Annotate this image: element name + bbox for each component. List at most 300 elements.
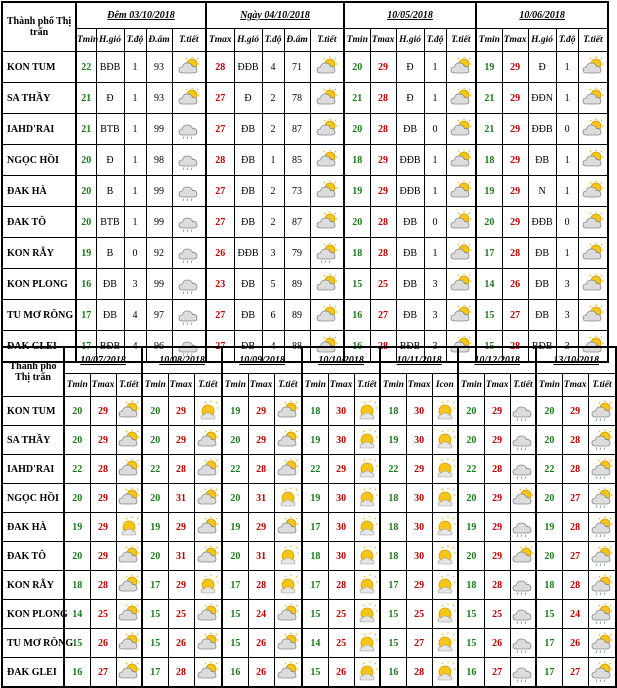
table-cell: 15 — [476, 331, 502, 363]
table-cell: 0 — [124, 238, 146, 269]
table-cell: 0 — [556, 114, 578, 145]
tmin-cell: 19 — [458, 513, 484, 542]
tmax-cell: 28 — [562, 455, 588, 484]
table-cell: 29 — [502, 207, 528, 238]
partly-cloudy-icon — [446, 52, 476, 83]
tmin-cell: 17 — [222, 571, 248, 600]
tmax-cell: 30 — [406, 542, 432, 571]
sun-rain-icon — [588, 571, 616, 600]
table-cell: 28 — [370, 207, 396, 238]
tmin-cell: 22 — [64, 455, 90, 484]
tmin-cell: 16 — [380, 658, 406, 688]
table-row — [2, 571, 616, 600]
sunny-icon — [432, 513, 458, 542]
column-header: T.tiết — [274, 374, 302, 397]
table-cell: Đ — [96, 145, 124, 176]
column-header: T.tiết — [310, 29, 344, 52]
rain-icon — [510, 513, 536, 542]
table-cell: 1 — [124, 52, 146, 83]
tmax-cell: 28 — [90, 571, 116, 600]
table-cell: 1 — [424, 176, 446, 207]
column-header: T.tiết — [172, 29, 206, 52]
tmin-cell: 15 — [536, 600, 562, 629]
column-header: Tmin — [344, 29, 370, 52]
tmin-cell: 19 — [222, 397, 248, 426]
column-header: T.tiết — [510, 374, 536, 397]
tmin-cell: 14 — [302, 629, 328, 658]
tmin-cell: 20 — [458, 397, 484, 426]
column-header: Tmax — [370, 29, 396, 52]
tmin-cell: 19 — [142, 513, 168, 542]
partly-cloudy-icon — [578, 83, 608, 114]
sunny-icon — [354, 542, 380, 571]
city-column-header-label: Thành phố Thị trấn — [9, 361, 57, 383]
table-cell: 18 — [344, 238, 370, 269]
table-cell: 1 — [124, 114, 146, 145]
table-cell: 87 — [284, 114, 310, 145]
date-header: 10/12/2018 — [458, 347, 536, 374]
city-name: NGỌC HỒI — [2, 145, 76, 176]
table-cell: 28 — [206, 52, 234, 83]
table-cell: B — [96, 176, 124, 207]
tmax-cell: 27 — [406, 629, 432, 658]
table-cell: 20 — [344, 52, 370, 83]
table-cell: 87 — [284, 207, 310, 238]
tmax-cell: 31 — [248, 542, 274, 571]
table-cell: Đ — [396, 83, 424, 114]
tmax-cell: 27 — [562, 542, 588, 571]
partly-cloudy-icon — [116, 658, 142, 688]
table-cell: 29 — [502, 145, 528, 176]
tmin-cell: 20 — [458, 484, 484, 513]
tmin-cell: 15 — [380, 629, 406, 658]
table-row — [2, 114, 608, 145]
rain-icon — [172, 207, 206, 238]
column-header: Tmin — [536, 374, 562, 397]
city-name: ĐAK HÀ — [2, 513, 64, 542]
tmax-cell: 29 — [248, 397, 274, 426]
table-cell: ĐB — [528, 238, 556, 269]
tmax-cell: 26 — [248, 658, 274, 688]
partly-cloudy-icon — [578, 52, 608, 83]
city-name: KON TUM — [2, 52, 76, 83]
table-cell: 78 — [284, 83, 310, 114]
table-cell: 28 — [502, 331, 528, 363]
tmin-cell: 20 — [64, 426, 90, 455]
table-cell: 21 — [344, 83, 370, 114]
column-header: T.tiết — [116, 374, 142, 397]
tmax-cell: 28 — [168, 455, 194, 484]
tmin-cell: 20 — [536, 426, 562, 455]
partly-cloudy-icon — [446, 176, 476, 207]
table-cell: 97 — [146, 300, 172, 331]
table-cell: 1 — [124, 176, 146, 207]
sunny-icon — [354, 629, 380, 658]
city-name: KON RẪY — [2, 571, 64, 600]
forecast-table-2 — [1, 346, 617, 688]
rain-icon — [172, 176, 206, 207]
sunny-icon — [432, 542, 458, 571]
tmin-cell: 22 — [302, 455, 328, 484]
table-cell: 3 — [424, 269, 446, 300]
tmin-cell: 18 — [380, 542, 406, 571]
tmin-cell: 17 — [536, 629, 562, 658]
forecast-table-1 — [1, 1, 609, 363]
table-row — [2, 455, 616, 484]
table-cell: 22 — [76, 52, 96, 83]
table-cell: 29 — [502, 52, 528, 83]
partly-cloudy-icon — [446, 238, 476, 269]
table-cell: 4 — [262, 331, 284, 363]
tmax-cell: 28 — [248, 571, 274, 600]
tmax-cell: 24 — [248, 600, 274, 629]
partly-cloudy-icon — [310, 83, 344, 114]
city-name: SA THẦY — [2, 426, 64, 455]
partly-cloudy-icon — [194, 629, 222, 658]
table-cell: 27 — [502, 300, 528, 331]
tmax-cell: 25 — [406, 600, 432, 629]
tmax-cell: 30 — [406, 397, 432, 426]
column-header: Tmax — [248, 374, 274, 397]
table-cell: 0 — [424, 114, 446, 145]
tmin-cell: 20 — [536, 397, 562, 426]
table-cell: ĐB — [234, 207, 262, 238]
table-cell: ĐĐB — [234, 238, 262, 269]
partly-cloudy-icon — [194, 484, 222, 513]
table-cell: 26 — [502, 269, 528, 300]
city-column-header-label: Thành phố Thị trấn — [6, 16, 72, 38]
partly-cloudy-icon — [578, 269, 608, 300]
column-header: T.độ — [124, 29, 146, 52]
table-cell: ĐB — [96, 300, 124, 331]
tmin-cell: 19 — [302, 484, 328, 513]
tmin-cell: 15 — [380, 600, 406, 629]
tmin-cell: 16 — [222, 658, 248, 688]
tmin-cell: 19 — [302, 426, 328, 455]
tmin-cell: 22 — [222, 455, 248, 484]
date-header: 10/10/2018 — [302, 347, 380, 374]
tmax-cell: 26 — [328, 658, 354, 688]
partly-cloudy-icon — [446, 145, 476, 176]
table-cell: 3 — [262, 238, 284, 269]
table-cell: 1 — [424, 52, 446, 83]
tmax-cell: 29 — [90, 513, 116, 542]
partly-cloudy-icon — [310, 269, 344, 300]
sun-rain-icon — [588, 484, 616, 513]
table-cell: 3 — [124, 269, 146, 300]
partly-cloudy-icon — [194, 455, 222, 484]
table-cell: 0 — [556, 207, 578, 238]
tmax-cell: 25 — [328, 600, 354, 629]
sun-rain-icon — [588, 658, 616, 688]
tmax-cell: 29 — [562, 397, 588, 426]
sunny-icon — [432, 426, 458, 455]
table-cell: 19 — [76, 238, 96, 269]
column-header: T.tiết — [446, 29, 476, 52]
tmax-cell: 29 — [484, 484, 510, 513]
tmax-cell: 29 — [168, 513, 194, 542]
tmin-cell: 18 — [458, 571, 484, 600]
table-row — [2, 600, 616, 629]
column-header: T.tiết — [588, 374, 616, 397]
table-cell: 1 — [124, 145, 146, 176]
column-header: Tmax — [484, 374, 510, 397]
column-header: Tmin — [476, 29, 502, 52]
city-name: ĐAK GLEI — [2, 331, 76, 363]
tmin-cell: 19 — [222, 513, 248, 542]
table-cell: 18 — [476, 145, 502, 176]
table-cell: 28 — [370, 114, 396, 145]
table-cell: 28 — [370, 238, 396, 269]
partly-cloudy-icon — [116, 600, 142, 629]
tmax-cell: 25 — [90, 600, 116, 629]
table-cell: 20 — [344, 207, 370, 238]
partly-cloudy-icon — [194, 600, 222, 629]
tmax-cell: 27 — [484, 658, 510, 688]
tmax-cell: 26 — [168, 629, 194, 658]
tmax-cell: 29 — [90, 542, 116, 571]
partly-cloudy-icon — [578, 300, 608, 331]
table-cell: ĐB — [396, 300, 424, 331]
tmin-cell: 17 — [142, 571, 168, 600]
column-header: Tmin — [380, 374, 406, 397]
tmax-cell: 26 — [484, 629, 510, 658]
table-cell: ĐĐB — [528, 207, 556, 238]
city-name: TU MƠ RÔNG — [2, 300, 76, 331]
table-cell: 4 — [262, 52, 284, 83]
table-cell: BTB — [96, 114, 124, 145]
tmin-cell: 20 — [142, 397, 168, 426]
tmin-cell: 17 — [302, 571, 328, 600]
column-header: Tmax — [562, 374, 588, 397]
partly-cloudy-icon — [446, 300, 476, 331]
column-header: H.gió — [234, 29, 262, 52]
rain-icon — [510, 426, 536, 455]
table-cell: 88 — [284, 331, 310, 363]
table-cell: 4 — [124, 331, 146, 363]
tmin-cell: 15 — [142, 629, 168, 658]
table-row — [2, 207, 608, 238]
table-cell: ĐB — [528, 300, 556, 331]
table-cell: 25 — [370, 269, 396, 300]
table-cell: ĐB — [96, 269, 124, 300]
table-row — [2, 176, 608, 207]
column-header: Tmax — [206, 29, 234, 52]
table-cell: 29 — [370, 176, 396, 207]
table-cell: 2 — [262, 114, 284, 145]
table-cell: 15 — [344, 269, 370, 300]
tmax-cell: 30 — [406, 426, 432, 455]
date-header: 10/05/2018 — [344, 2, 476, 29]
table-cell: BĐB — [96, 331, 124, 363]
sun-rain-icon — [588, 542, 616, 571]
table-cell: 99 — [146, 114, 172, 145]
table-cell: ĐB — [234, 300, 262, 331]
sunny-icon — [194, 397, 222, 426]
city-name: KON PLONG — [2, 269, 76, 300]
city-name: ĐAK TÔ — [2, 207, 76, 238]
tmax-cell: 25 — [168, 600, 194, 629]
tmax-cell: 30 — [328, 484, 354, 513]
table-row — [2, 658, 616, 688]
table-row — [2, 542, 616, 571]
table-cell: 1 — [556, 145, 578, 176]
tmax-cell: 25 — [328, 629, 354, 658]
tmax-cell: 30 — [328, 513, 354, 542]
partly-cloudy-icon — [578, 176, 608, 207]
tmax-cell: 29 — [484, 397, 510, 426]
column-header: Đ.ẩm — [146, 29, 172, 52]
sunny-icon — [116, 513, 142, 542]
tmax-cell: 29 — [168, 397, 194, 426]
tmax-cell: 27 — [90, 658, 116, 688]
tmin-cell: 18 — [380, 397, 406, 426]
table-cell: 3 — [556, 269, 578, 300]
column-header: T.tiết — [354, 374, 380, 397]
partly-cloudy-icon — [172, 52, 206, 83]
sun-rain-icon — [588, 455, 616, 484]
tmin-cell: 20 — [142, 426, 168, 455]
table-cell: 29 — [370, 52, 396, 83]
city-name: KON RẪY — [2, 238, 76, 269]
tmax-cell: 30 — [406, 484, 432, 513]
date-header: Đêm 03/10/2018 — [76, 2, 206, 29]
partly-cloudy-icon — [116, 629, 142, 658]
table-row — [2, 397, 616, 426]
date-header: 10/08/2018 — [142, 347, 222, 374]
table-cell: 27 — [206, 300, 234, 331]
tmin-cell: 20 — [222, 484, 248, 513]
tmin-cell: 20 — [64, 542, 90, 571]
tmax-cell: 29 — [168, 426, 194, 455]
table-row — [2, 83, 608, 114]
tmin-cell: 20 — [64, 484, 90, 513]
table-cell: 28 — [502, 238, 528, 269]
tmax-cell: 28 — [562, 513, 588, 542]
sun-rain-icon — [588, 426, 616, 455]
partly-cloudy-icon — [510, 542, 536, 571]
column-header: T.tiết — [578, 29, 608, 52]
sunny-icon — [354, 658, 380, 688]
table-cell: ĐĐB — [528, 114, 556, 145]
partly-cloudy-icon — [310, 300, 344, 331]
tmin-cell: 20 — [222, 426, 248, 455]
sunny-icon — [354, 571, 380, 600]
tmin-cell: 15 — [458, 600, 484, 629]
table-cell: 3 — [424, 300, 446, 331]
tmin-cell: 18 — [380, 484, 406, 513]
table-cell: ĐB — [234, 114, 262, 145]
table-cell: N — [528, 176, 556, 207]
tmin-cell: 20 — [458, 542, 484, 571]
table-cell: 1 — [556, 238, 578, 269]
rain-icon — [510, 397, 536, 426]
table-cell: BĐB — [396, 331, 424, 363]
table-cell: 28 — [206, 145, 234, 176]
tmin-cell: 17 — [142, 658, 168, 688]
sun-rain-icon — [588, 397, 616, 426]
table-cell: 20 — [344, 114, 370, 145]
sunny-icon — [274, 571, 302, 600]
city-name: ĐAK HÀ — [2, 176, 76, 207]
table-cell: 20 — [76, 176, 96, 207]
tmax-cell: 31 — [248, 484, 274, 513]
tmax-cell: 28 — [328, 571, 354, 600]
column-header: Tmax — [502, 29, 528, 52]
table-cell: 98 — [146, 145, 172, 176]
table-cell: 28 — [370, 331, 396, 363]
sunny-icon — [274, 542, 302, 571]
sunny-icon — [354, 600, 380, 629]
table-row — [2, 629, 616, 658]
column-header: Tmax — [406, 374, 432, 397]
column-header: T.độ — [262, 29, 284, 52]
tmax-cell: 26 — [90, 629, 116, 658]
tmin-cell: 20 — [64, 397, 90, 426]
table-cell: 1 — [556, 83, 578, 114]
table-cell: 93 — [146, 83, 172, 114]
tmax-cell: 29 — [90, 484, 116, 513]
tmin-cell: 19 — [536, 513, 562, 542]
table-cell: 0 — [424, 207, 446, 238]
table-cell: 2 — [262, 207, 284, 238]
tmax-cell: 31 — [168, 484, 194, 513]
city-name: NGỌC HỒI — [2, 484, 64, 513]
tmax-cell: 29 — [328, 455, 354, 484]
table-cell: Đ — [234, 83, 262, 114]
table-cell: 89 — [284, 269, 310, 300]
partly-cloudy-icon — [578, 145, 608, 176]
column-header: T.độ — [556, 29, 578, 52]
table-cell: BĐB — [528, 331, 556, 363]
table-cell: 3 — [424, 331, 446, 363]
table-cell: 85 — [284, 145, 310, 176]
table-cell: ĐB — [234, 331, 262, 363]
table-cell: 3 — [556, 331, 578, 363]
column-header: Tmin — [458, 374, 484, 397]
table-cell: 1 — [424, 83, 446, 114]
tmin-cell: 15 — [64, 629, 90, 658]
column-header: Icon — [432, 374, 458, 397]
column-header: Tmax — [168, 374, 194, 397]
partly-cloudy-icon — [116, 571, 142, 600]
table-cell: 6 — [262, 300, 284, 331]
table-cell: 71 — [284, 52, 310, 83]
table-cell: 2 — [262, 176, 284, 207]
table-cell: 21 — [476, 114, 502, 145]
table-cell: 20 — [76, 207, 96, 238]
table-row — [2, 513, 616, 542]
table-cell: 3 — [556, 300, 578, 331]
table-cell: 19 — [344, 176, 370, 207]
tmax-cell: 29 — [248, 426, 274, 455]
table-cell: 29 — [502, 176, 528, 207]
tmin-cell: 15 — [222, 600, 248, 629]
date-header: 13/10/2018 — [536, 347, 616, 374]
table-cell: 19 — [476, 52, 502, 83]
tmax-cell: 30 — [328, 542, 354, 571]
table-cell: Đ — [528, 52, 556, 83]
table-row — [2, 426, 616, 455]
table-cell: ĐB — [234, 145, 262, 176]
tmin-cell: 16 — [458, 658, 484, 688]
table-cell: 14 — [476, 269, 502, 300]
table-cell: 1 — [124, 83, 146, 114]
table-row — [2, 238, 608, 269]
sunny-icon — [432, 658, 458, 688]
date-header: 10/09/2018 — [222, 347, 302, 374]
rain-icon — [510, 658, 536, 688]
